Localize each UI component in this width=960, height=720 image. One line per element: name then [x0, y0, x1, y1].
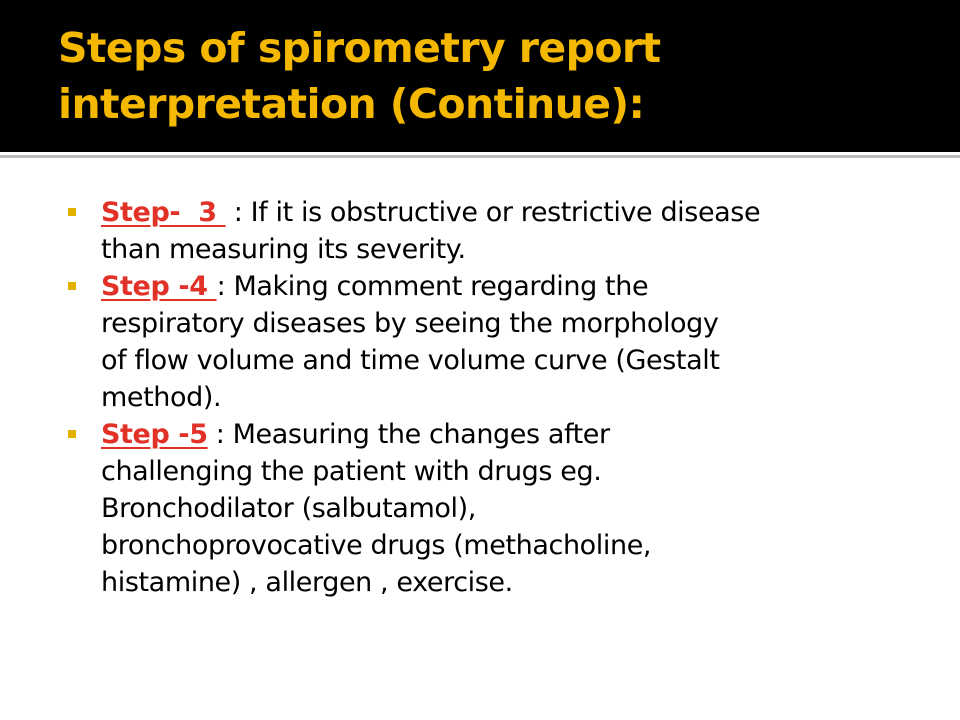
bullet-text-line: respiratory diseases by seeing the morphology [101, 308, 719, 339]
step-label: Step -4 [101, 271, 217, 302]
step-label: Step -5 [101, 419, 208, 450]
square-bullet-icon [68, 430, 76, 438]
bullet-text-line: challenging the patient with drugs eg. [101, 456, 602, 487]
bullet-list [68, 194, 928, 601]
bullet-text: : Measuring the changes after [207, 419, 610, 450]
bullet-text-line: histamine) , allergen , exercise. [101, 567, 513, 598]
bullet-step-3 [68, 194, 928, 268]
bullet-first-line [101, 416, 928, 453]
square-bullet-icon [68, 282, 76, 290]
title-line: Steps of spirometry report [58, 24, 661, 72]
bullet-text-line: method). [101, 382, 222, 413]
bullet-text: : If it is obstructive or restrictive disease [225, 197, 761, 228]
bullet-text: : Making comment regarding the [216, 271, 649, 302]
bullet-first-line [101, 194, 928, 231]
bullet-text-line: Bronchodilator (salbutamol), [101, 493, 476, 524]
bullet-text-line: than measuring its severity. [101, 234, 466, 265]
bullet-step-5 [68, 416, 928, 601]
bullet-step-4 [68, 268, 928, 416]
title-divider [0, 155, 960, 158]
square-bullet-icon [68, 208, 76, 216]
bullet-text-line: bronchoprovocative drugs (methacholine, [101, 530, 652, 561]
bullet-text-line: of flow volume and time volume curve (Gestalt [101, 345, 720, 376]
step-label: Step- 3 [101, 197, 226, 228]
title-line: interpretation (Continue): [58, 80, 645, 128]
slide-title [58, 20, 918, 132]
bullet-first-line [101, 268, 928, 305]
